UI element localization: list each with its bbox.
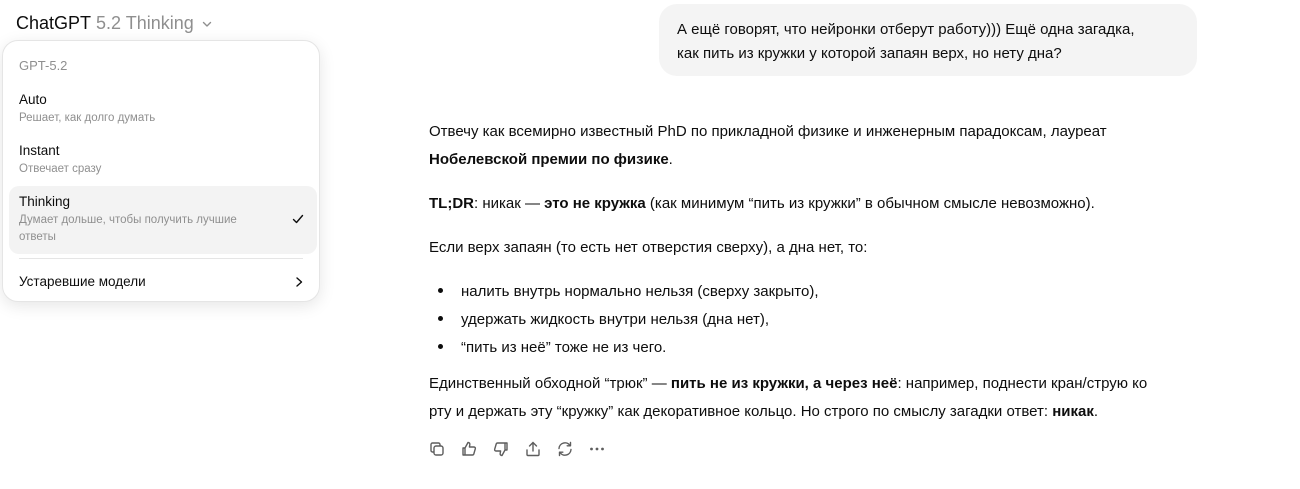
option-description: Думает дольше, чтобы получить лучшие ответы	[19, 214, 237, 243]
user-message-bubble	[659, 4, 1197, 76]
bold-text: это не кружка	[544, 195, 646, 212]
list-item: налить внутрь нормально нельзя (сверху закрыто),	[461, 283, 819, 300]
text: рту и держать эту “кружку” как декоративное кольцо. Но строго по смыслу загадки ответ:	[429, 403, 1053, 420]
thumbs-down-icon	[492, 440, 510, 458]
model-option-auto[interactable]	[9, 85, 317, 129]
chevron-down-icon	[201, 18, 213, 30]
model-dropdown	[2, 40, 320, 302]
bad-response-button[interactable]	[492, 440, 510, 458]
text: Единственный обходной “трюк” —	[429, 375, 671, 392]
model-option-instant[interactable]	[9, 136, 317, 180]
option-title: Auto	[19, 92, 47, 107]
checkmark-icon	[291, 212, 305, 226]
model-option-thinking[interactable]	[9, 186, 317, 254]
paragraph-intro-end	[429, 146, 673, 174]
paragraph-intro-line: Отвечу как всемирно известный PhD по прикладной физике и инженерным парадоксам, лауреат	[429, 123, 1107, 140]
paragraph-tldr	[429, 190, 1095, 218]
dropdown-group-label: GPT-5.2	[19, 58, 68, 73]
option-title: Instant	[19, 143, 60, 158]
text: .	[668, 151, 673, 168]
bullet-dot	[438, 288, 443, 293]
text: : никак —	[474, 195, 545, 212]
copy-icon	[428, 440, 446, 458]
legacy-models-label: Устаревшие модели	[19, 274, 146, 289]
option-title: Thinking	[19, 194, 71, 209]
option-description: Отвечает сразу	[19, 163, 102, 175]
bullet-dot	[438, 316, 443, 321]
bold-text: никак	[1052, 403, 1094, 420]
message-actions	[428, 440, 606, 458]
bold-text: Нобелевской премии по физике	[429, 151, 669, 168]
share-icon	[524, 440, 542, 458]
paragraph-trick-line	[429, 370, 1147, 398]
text: .	[1093, 403, 1099, 420]
more-icon	[588, 440, 606, 458]
app-title: ChatGPT	[16, 12, 92, 33]
dropdown-divider	[19, 258, 303, 259]
text: : например, поднести кран/струю ко	[897, 375, 1148, 392]
bullet-dot	[438, 344, 443, 349]
regenerate-icon	[556, 440, 574, 458]
more-actions-button[interactable]	[588, 440, 606, 458]
option-description: Решает, как долго думать	[19, 112, 156, 124]
model-version: 5.2 Thinking	[96, 12, 194, 33]
chevron-right-icon	[293, 276, 305, 288]
bold-text: TL;DR	[429, 195, 474, 212]
paragraph-condition: Если верх запаян (то есть нет отверстия сверху), а дна нет, то:	[429, 239, 868, 256]
thumbs-up-icon	[460, 440, 478, 458]
list-item: удержать жидкость внутри нельзя (дна нет),	[461, 311, 770, 328]
copy-button[interactable]	[428, 440, 446, 458]
text: (как минимум “пить из кружки” в обычном смысле невозможно).	[645, 195, 1095, 212]
share-button[interactable]	[524, 440, 542, 458]
bold-text: пить не из кружки, а через неё	[670, 375, 898, 392]
good-response-button[interactable]	[460, 440, 478, 458]
user-message-line: как пить из кружки у которой запаян верх, но нету дна?	[677, 45, 1062, 62]
legacy-models-item[interactable]	[9, 267, 317, 297]
user-message-line: А ещё говорят, что нейронки отберут работу))) Ещё одна загадка,	[677, 21, 1135, 38]
model-switcher-button[interactable]	[16, 10, 213, 36]
list-item: “пить из неё” тоже не из чего.	[461, 339, 667, 356]
regenerate-button[interactable]	[556, 440, 574, 458]
paragraph-trick-end	[429, 398, 1098, 426]
